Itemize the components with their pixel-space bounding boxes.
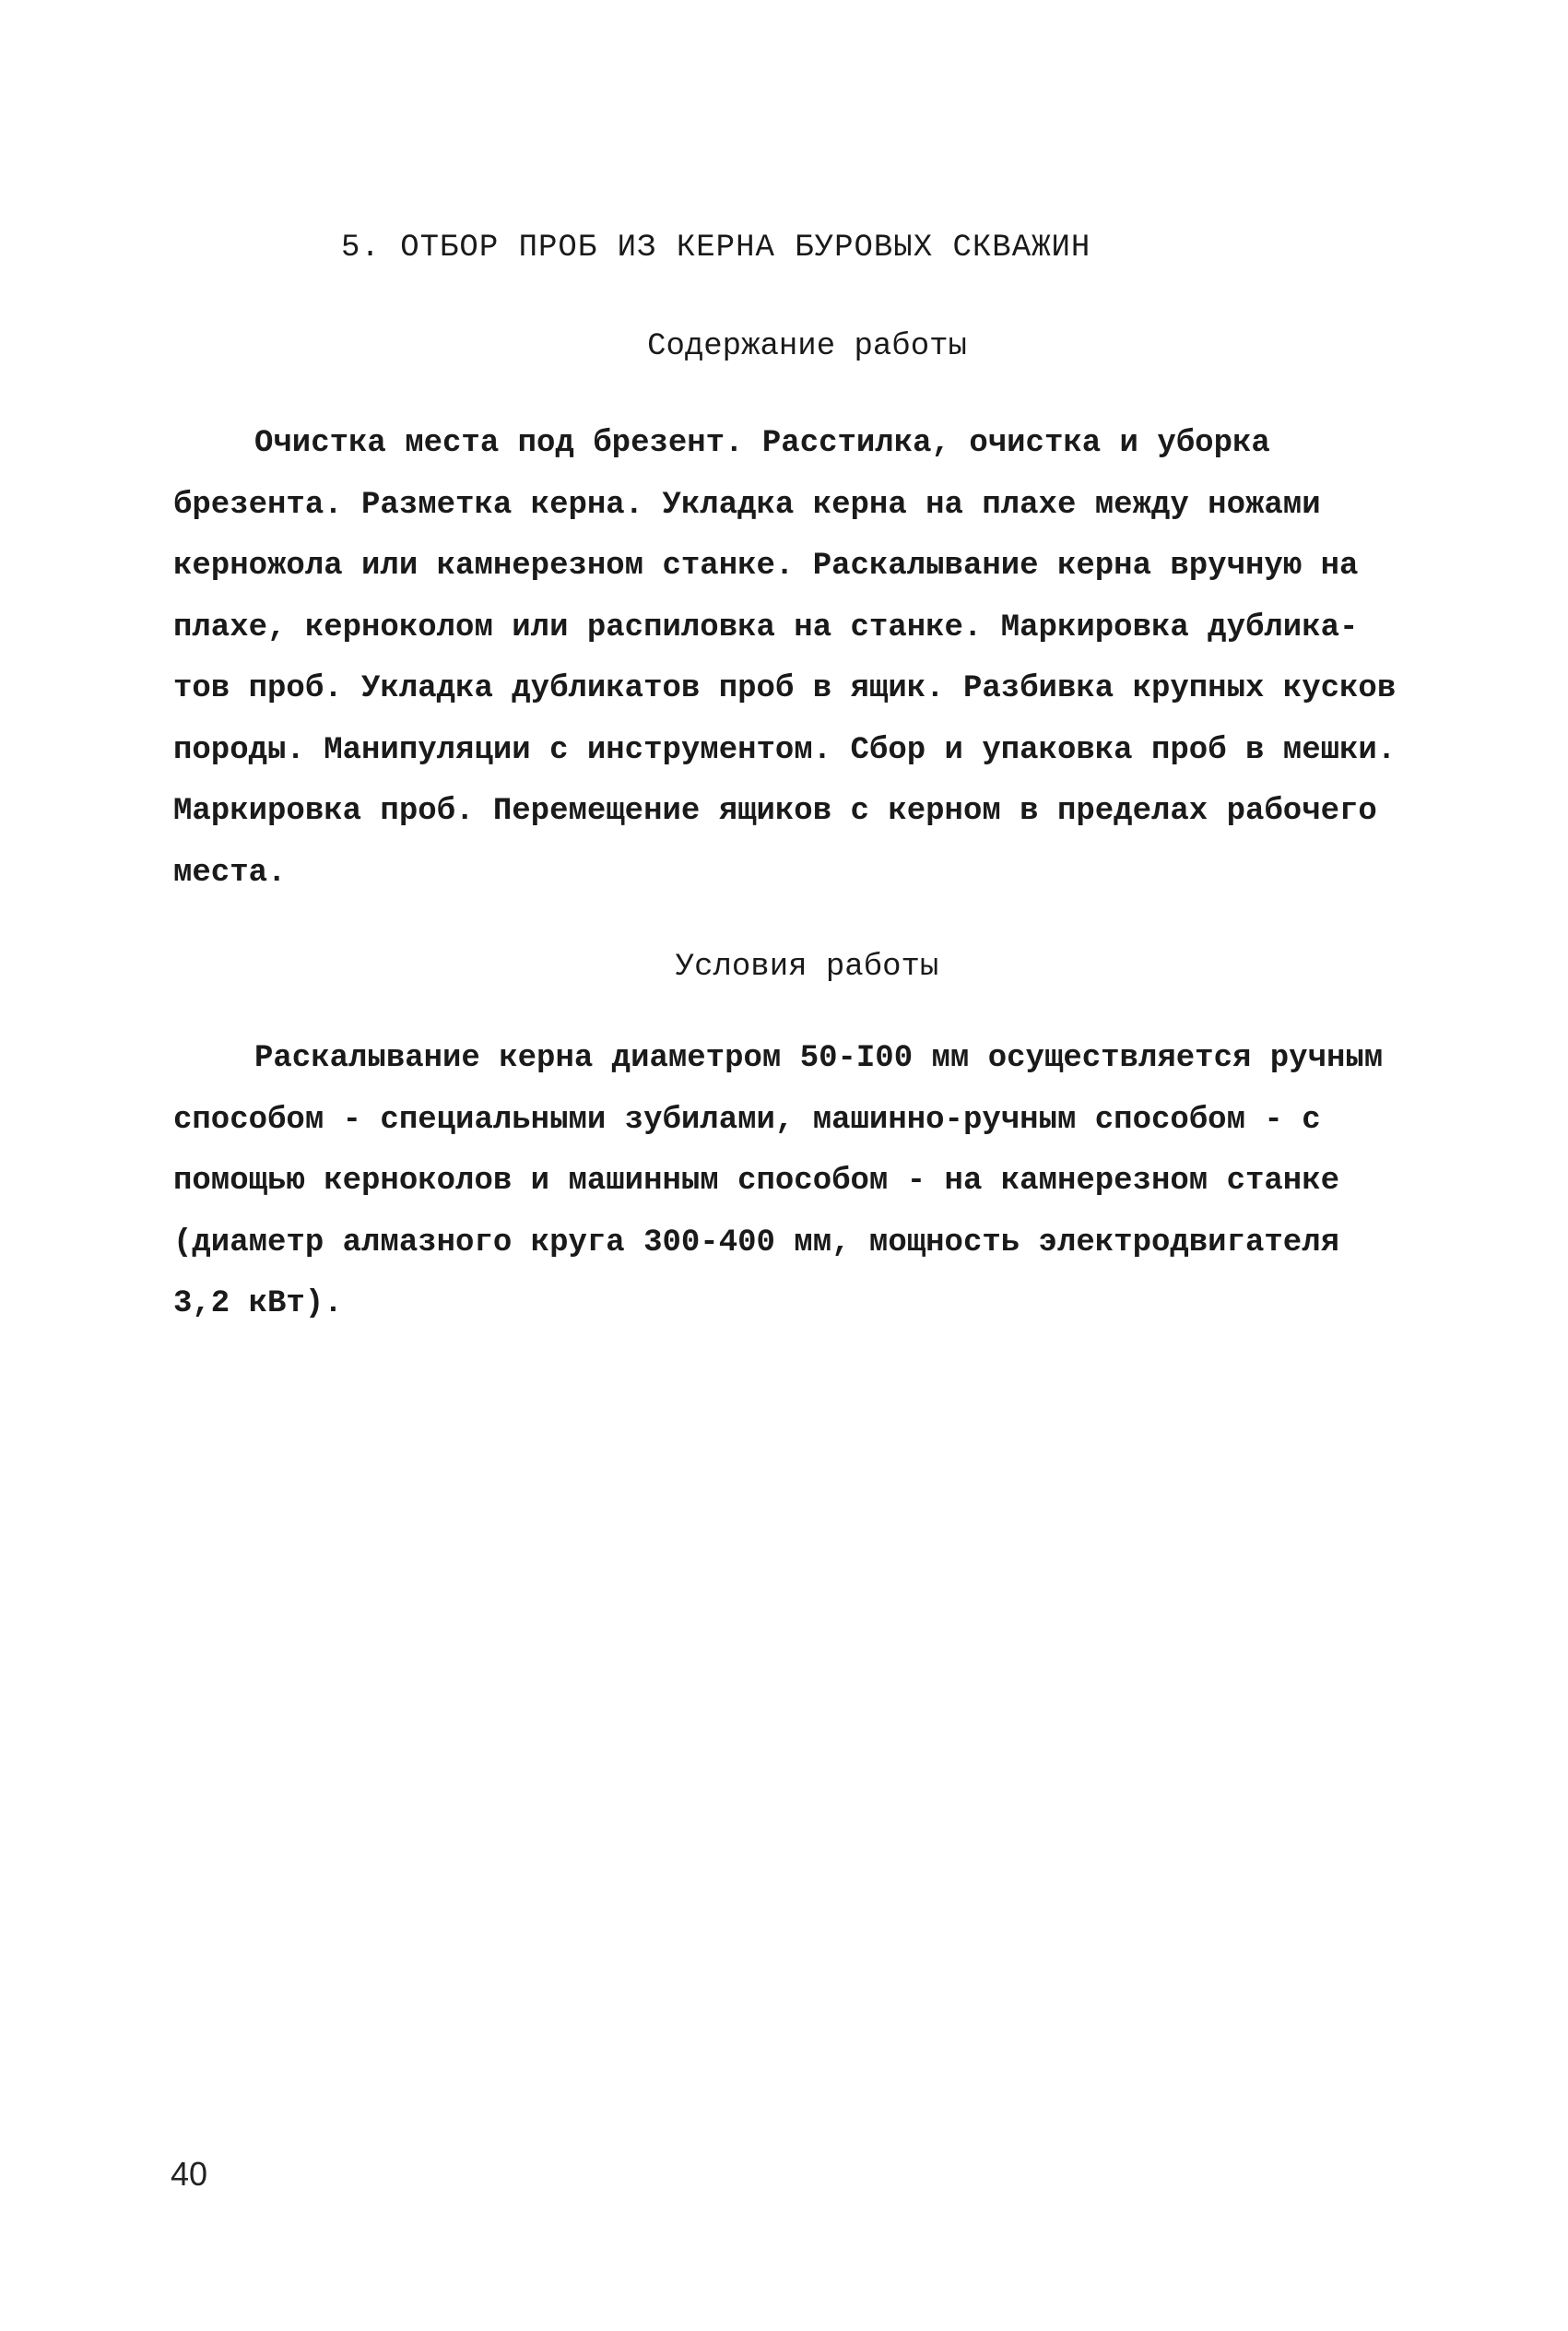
paragraph-line: 3,2 кВт). bbox=[173, 1286, 343, 1321]
section-title: 5. ОТБОР ПРОБ ИЗ КЕРНА БУРОВЫХ СКВАЖИН bbox=[341, 231, 1091, 266]
paragraph-work-content bbox=[173, 413, 1427, 904]
paragraph-line: (диаметр алмазного круга 300-400 мм, мощность электродвигателя bbox=[173, 1225, 1340, 1260]
section-heading-work-content: Содержание работы bbox=[647, 329, 967, 364]
paragraph-line: Очистка места под брезент. Расстилка, очистка и уборка bbox=[254, 426, 1270, 461]
paragraph-line: породы. Манипуляции с инструментом. Сбор и упаковка проб в мешки. bbox=[173, 732, 1397, 768]
paragraph-line: керножола или камнерезном станке. Раскалывание керна вручную на bbox=[173, 549, 1359, 584]
paragraph-line: места. bbox=[173, 855, 287, 891]
page-number: 40 bbox=[171, 2155, 208, 2193]
paragraph-work-conditions bbox=[173, 1028, 1427, 1335]
paragraph-line: способом - специальными зубилами, машинно-ручным способом - с bbox=[173, 1102, 1321, 1138]
paragraph-line: тов проб. Укладка дубликатов проб в ящик. Разбивка крупных кусков bbox=[173, 671, 1397, 706]
paragraph-line: Раскалывание керна диаметром 50-I00 мм осуществляется ручным bbox=[254, 1041, 1384, 1076]
section-heading-work-conditions: Условия работы bbox=[675, 950, 939, 985]
paragraph-line: плахе, керноколом или распиловка на станке. Маркировка дублика- bbox=[173, 609, 1359, 645]
paragraph-line: брезента. Разметка керна. Укладка керна на плахе между ножами bbox=[173, 487, 1321, 523]
paragraph-line: помощью керноколов и машинным способом - на камнерезном станке bbox=[173, 1164, 1340, 1199]
paragraph-line: Маркировка проб. Перемещение ящиков с керном в пределах рабочего bbox=[173, 794, 1377, 829]
